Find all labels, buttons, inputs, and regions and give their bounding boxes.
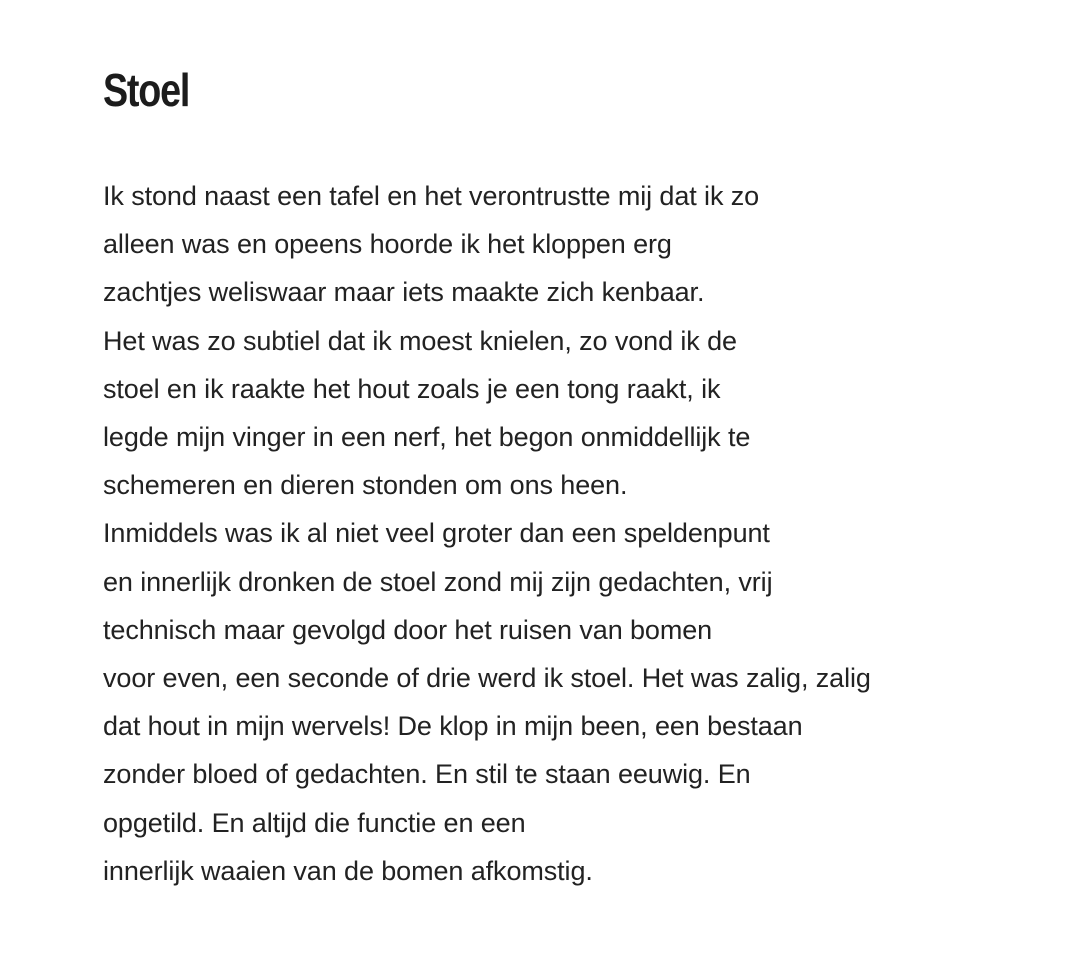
poem-line: schemeren en dieren stonden om ons heen. (103, 470, 628, 501)
poem-page (103, 60, 1063, 895)
poem-line: zonder bloed of gedachten. En stil te staan eeuwig. En (103, 759, 751, 790)
poem-line: opgetild. En altijd die functie en een (103, 807, 526, 838)
poem-line: Inmiddels was ik al niet veel groter dan een speldenpunt (103, 518, 770, 549)
poem-line: legde mijn vinger in een nerf, het begon onmiddellijk te (103, 422, 751, 453)
poem-line: Ik stond naast een tafel en het verontrustte mij dat ik zo (103, 181, 760, 211)
poem-line: technisch maar gevolgd door het ruisen van bomen (103, 614, 713, 645)
poem-line: alleen was en opeens hoorde ik het kloppen erg (103, 229, 672, 260)
poem-line: voor even, een seconde of drie werd ik stoel. Het was zalig, zalig (103, 663, 871, 694)
poem-line: Het was zo subtiel dat ik moest knielen, zo vond ik de (103, 325, 737, 356)
poem-title: Stoel (103, 64, 190, 116)
poem-line: stoel en ik raakte het hout zoals je een tong raakt, ik (103, 373, 721, 404)
poem-body (103, 172, 1063, 895)
poem-line: dat hout in mijn wervels! De klop in mijn been, een bestaan (103, 711, 803, 742)
poem-line: innerlijk waaien van de bomen afkomstig. (103, 855, 593, 886)
poem-line: zachtjes weliswaar maar iets maakte zich kenbaar. (103, 277, 705, 308)
poem-line: en innerlijk dronken de stoel zond mij zijn gedachten, vrij (103, 566, 773, 597)
